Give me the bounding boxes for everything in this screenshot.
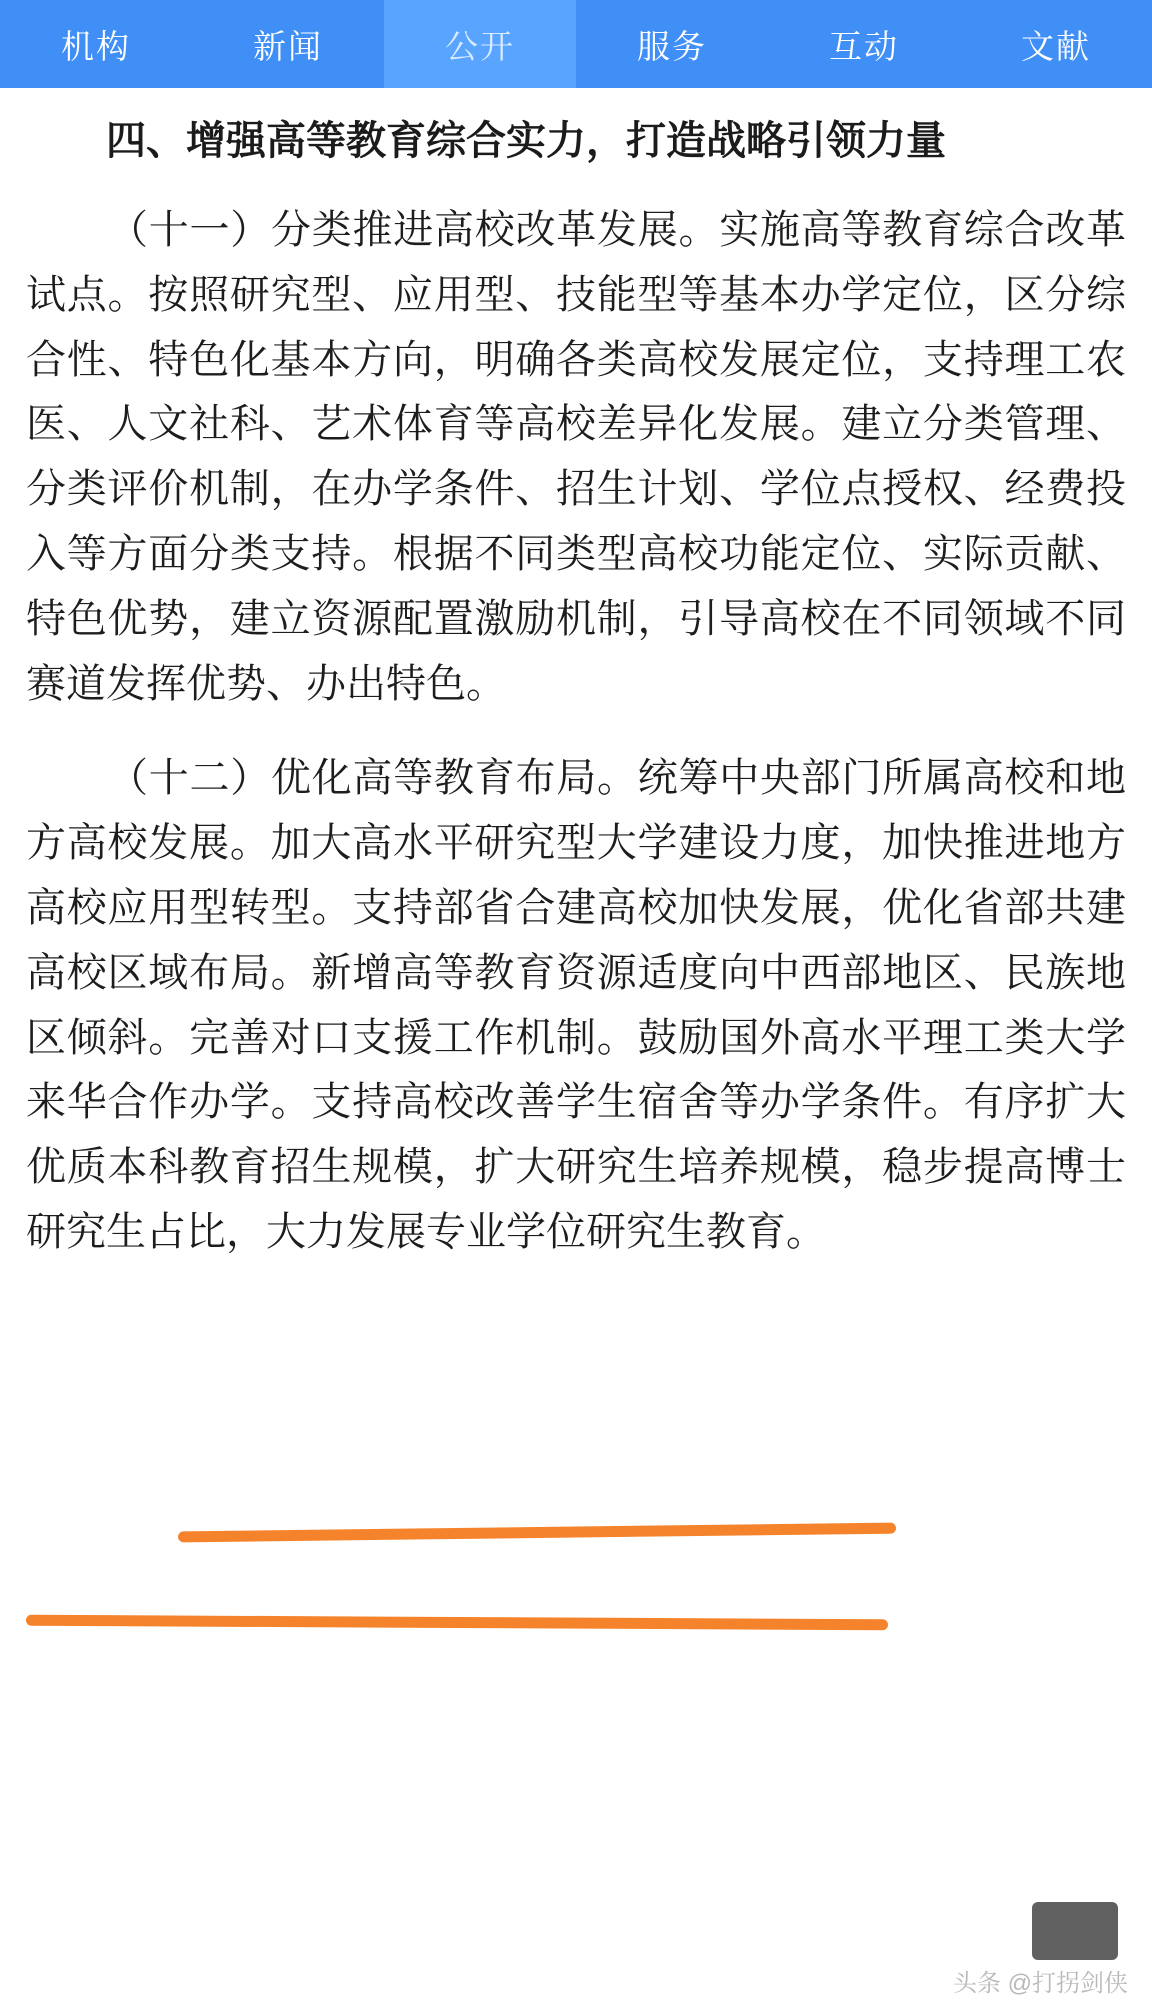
- top-navigation-bar: [0, 0, 1152, 88]
- paragraph-twelve: （十二）优化高等教育布局。统筹中央部门所属高校和地方高校发展。加大高水平研究型大学建设力度，加快推进地方高校应用型转型。支持部省合建高校加快发展，优化省部共建高校区域布局。新增高等教育资源适度向中西部地区、民族地区倾斜。完善对口支援工作机制。鼓励国外高水平理工类大学来华合作办学。支持高校改善学生宿舍等办学条件。有序扩大优质本科教育招生规模，扩大研究生培养规模，稳步提高博士研究生占比，大力发展专业学位研究生教育。: [26, 755, 1126, 1254]
- article-body[interactable]: [0, 88, 1152, 2002]
- watermark-text: 头条 @打拐剑侠: [952, 1970, 1128, 1997]
- nav-item-fuwu[interactable]: 服务: [637, 27, 707, 65]
- floating-action-button[interactable]: [1032, 1902, 1118, 1960]
- article-inner: [0, 88, 1152, 1265]
- nav-item-gongkai[interactable]: 公开: [384, 0, 576, 88]
- section-heading: 四、增强高等教育综合实力，打造战略引领力量: [106, 118, 946, 163]
- nav-item-hudong[interactable]: 互动: [829, 27, 899, 65]
- nav-item-jigou[interactable]: 机构: [61, 27, 131, 65]
- nav-item-wenxian[interactable]: 文献: [1021, 27, 1091, 65]
- paragraph-eleven: （十一）分类推进高校改革发展。实施高等教育综合改革试点。按照研究型、应用型、技能型等基本办学定位，区分综合性、特色化基本方向，明确各类高校发展定位，支持理工农医、人文社科、艺术体育等高校差异化发展。建立分类管理、分类评价机制，在办学条件、招生计划、学位点授权、经费投入等方面分类支持。根据不同类型高校功能定位、实际贡献、特色优势，建立资源配置激励机制，引导高校在不同领域不同赛道发挥优势、办出特色。: [26, 207, 1126, 706]
- nav-item-xinwen[interactable]: 新闻: [253, 27, 323, 65]
